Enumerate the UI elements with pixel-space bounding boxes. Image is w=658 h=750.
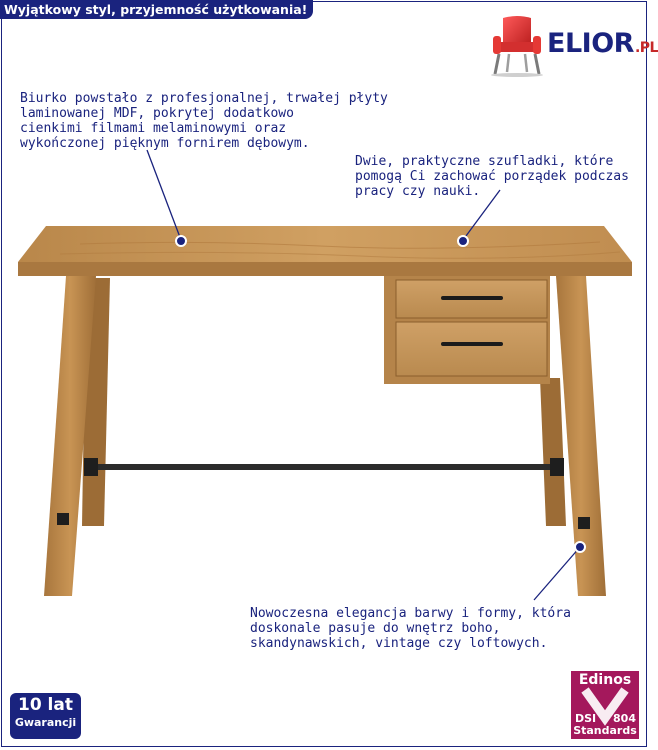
metal-stretcher [88,464,558,470]
drawer-handle-bottom [441,342,503,346]
certification-badge [571,671,639,739]
cert-code-right: 804 [613,712,636,725]
cert-brand: Edinos [578,672,632,688]
annotation-style: Nowoczesna elegancja barwy i formy, która doskonale pasuje do wnętrz boho, skandynawskich, vintage czy loftowych. [250,606,571,651]
pointer-dot-board [176,236,186,246]
desk-top-edge [18,262,632,276]
drawer-handle-top [441,296,503,300]
logo-suffix: .PL [634,40,658,56]
leg-bolt-right [578,517,590,529]
warranty-badge [10,693,81,739]
cert-standard: Standards [573,724,637,737]
warranty-years: 10 lat [17,695,73,715]
annotation-material: Biurko powstało z profesjonalnej, trwałej płyty laminowanej MDF, pokrytej dodatkowo cienkimi filmami melaminowymi oraz wykończonej pięknym fornirem dębowym. [20,91,388,151]
warranty-label: Gwarancji [14,716,77,729]
cert-code-left: DSI [575,712,597,725]
drawer-bottom [396,322,547,376]
pointer-dot-legs [575,542,585,552]
desk-back-right-leg [540,378,566,526]
leg-bolt-left [57,513,69,525]
annotation-drawers: Dwie, praktyczne szufladki, które pomogą Ci zachować porządek podczas pracy czy nauki. [355,154,629,199]
logo-name: ELIOR [547,28,634,59]
pointer-dot-drawers [458,236,468,246]
page-title: Wyjątkowy styl, przyjemność użytkowania! [0,0,313,19]
